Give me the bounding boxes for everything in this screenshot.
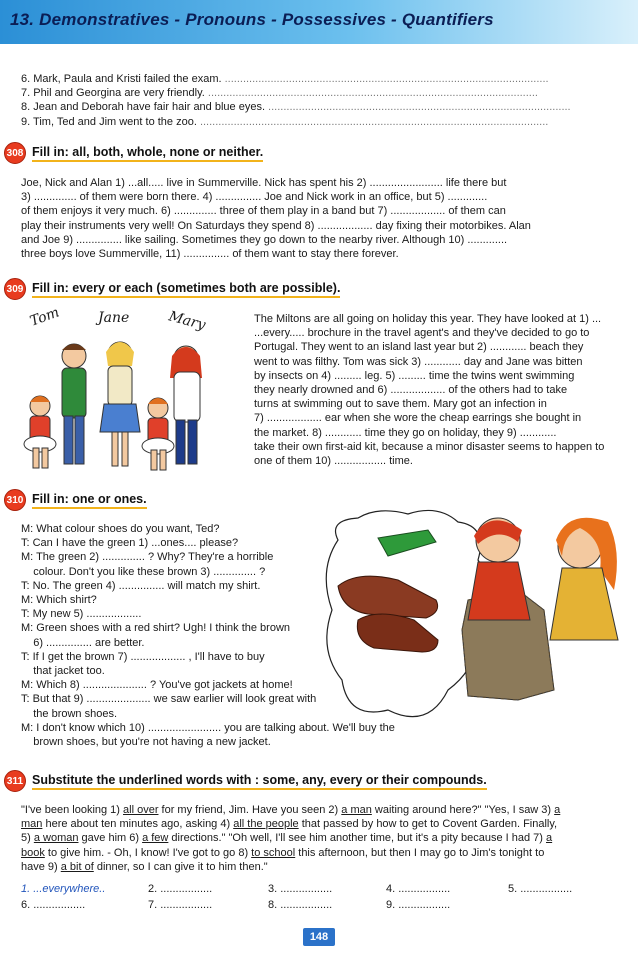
exercise-title: Fill in: all, both, whole, none or neither. (32, 145, 263, 162)
text-line: Joe, Nick and Alan 1) ...all..... live in Summerville. Nick has spent his 2) ........................ life there but (21, 177, 507, 189)
dialogue-line: M: Green shoes with a red shirt? Ugh! I think the brown (21, 622, 291, 635)
exercise-310-header (4, 489, 147, 511)
dialogue-line: T: No. The green 4) ............... will match my shirt. (21, 579, 261, 592)
answer-blank: 7. ................. (148, 899, 213, 912)
exercise-title: Substitute the underlined words with : some, any, every or their compounds. (32, 773, 487, 790)
text-line: they nearly drowned and 6) .................. of the others had to take (254, 384, 568, 397)
sentence-line: 9. Tim, Ted and Jim went to the zoo. .................................................................................................................. (21, 115, 549, 128)
page-header (0, 0, 638, 44)
text-line: one of them 10) ................. time. (254, 455, 413, 468)
answer-blank: 1. ...everywhere.. (21, 883, 106, 895)
dialogue-line: 6) ............... are better. (21, 636, 145, 649)
exercise-number-badge: 308 (4, 142, 26, 164)
dialogue-line: T: But that 9) ..................... we saw earlier will look great with (21, 693, 317, 706)
text-line: 3) .............. of them were born there. 4) ............... Joe and Nick work in an office, but 5) ............. (21, 191, 488, 204)
top-sentences (21, 72, 611, 129)
dialogue-line: the brown shoes. (21, 707, 117, 720)
answer-blank: 9. ................. (386, 899, 451, 912)
exercise-311-header (4, 770, 487, 792)
dialogue-line: T: If I get the brown 7) .................. , I'll have to buy (21, 650, 265, 663)
exercise-308-text (21, 176, 611, 261)
text-line: The Miltons are all going on holiday this year. They have looked at 1) ... (254, 313, 602, 325)
dialogue-line: M: The green 2) .............. ? Why? They're a horrible (21, 551, 274, 564)
exercise-311-text (21, 803, 621, 874)
exercise-309-header (4, 278, 340, 300)
exercise-title: Fill in: every or each (sometimes both are possible). (32, 281, 340, 298)
page-title: 13. Demonstratives - Pronouns - Possessives - Quantifiers (10, 10, 494, 29)
text-line: play their instruments very well! On Saturdays they spend 8) .................. day fixing their motorbikes. Alan (21, 219, 531, 232)
text-line: have 9) a bit of dinner, so I can give it to him then." (21, 860, 268, 873)
text-line: book to give him. - Oh, I know! I've got to go 8) to school this afternoon, but then I may go to Jim's tonight to (21, 846, 545, 859)
exercise-number-badge: 310 (4, 489, 26, 511)
dialogue-line: T: My new 5) .................. (21, 608, 142, 621)
dialogue-line: that jacket too. (21, 665, 105, 678)
text-line: by insects on 4) ......... leg. 5) ......... time the twins went swimming (254, 369, 575, 382)
dialogue-line: M: Which 8) ..................... ? You've got jackets at home! (21, 679, 293, 692)
answer-row (21, 882, 621, 896)
text-line: three boys love Summerville, 11) ............... of them want to stay there forever. (21, 248, 399, 261)
dialogue-line: T: Can I have the green 1) ...ones.... please? (21, 537, 239, 550)
text-line: turns at swimming out to save them. Mary got an infection in (254, 398, 547, 411)
text-line: the market. 8) ............ time they go on holiday, they 9) ............ (254, 426, 557, 439)
answer-blank: 6. ................. (21, 899, 86, 912)
dialogue-line: M: I don't know which 10) ........................ you are talking about. We'll buy the (21, 721, 395, 734)
dialogue-line: brown shoes, but you're not having a new jacket. (21, 736, 271, 749)
text-line: "I've been looking 1) all over for my friend, Jim. Have you seen 2) a man waiting around here?" "Yes, I saw 3) a (21, 804, 561, 816)
dialogue-line: M: Which shirt? (21, 594, 97, 607)
answer-blank: 3. ................. (268, 883, 333, 895)
text-line: went to was filthy. Tom was sick 3) ............ day and Jane was bitten (254, 355, 583, 368)
exercise-title: Fill in: one or ones. (32, 492, 147, 509)
text-line: Portugal. They went to an island last year but 2) ............ beach they (254, 341, 584, 354)
sentence-line: 6. Mark, Paula and Kristi failed the exam. .......................................................................................................... (21, 73, 549, 85)
dialogue-line: M: What colour shoes do you want, Ted? (21, 523, 220, 535)
exercise-309-text (254, 312, 624, 468)
answer-row (21, 898, 621, 912)
text-line: 7) .................. ear when she wore the cheap earrings she bought in (254, 412, 582, 425)
text-line: of them enjoys it very much. 6) .............. three of them play in a band but 7) .................. of them can (21, 205, 506, 218)
text-line: 5) a woman gave him 6) a few directions." "Oh well, I'll see him another time, but it's a pity because I had 7) a (21, 832, 553, 845)
exercise-311-answers (21, 882, 621, 912)
dialogue-line: colour. Don't you like these brown 3) .............. ? (21, 565, 266, 578)
answer-blank: 5. ................. (508, 883, 573, 895)
answer-blank: 8. ................. (268, 899, 333, 912)
exercise-308-header (4, 142, 263, 164)
text-line: and Joe 9) ............... like sailing. Sometimes they go down to the nearby river. Although 10) ............. (21, 233, 508, 246)
sentence-line: 7. Phil and Georgina are very friendly. ............................................................................................................ (21, 87, 538, 100)
page-number: 148 (303, 928, 335, 946)
text-line: ...every..... brochure in the travel agent's and they've decided to go to (254, 327, 590, 340)
label-tom: Tom (27, 304, 62, 330)
exercise-number-badge: 309 (4, 278, 26, 300)
label-mary: Mary (166, 308, 208, 334)
text-line: man here about ten minutes ago, asking 4) all the people that passed by how to get to Covent Garden. Finally, (21, 818, 558, 831)
exercise-number-badge: 311 (4, 770, 26, 792)
label-jane: Jane (98, 310, 130, 326)
shopping-illustration (318, 500, 623, 740)
sentence-line: 8. Jean and Deborah have fair hair and blue eyes. ................................................................................................... (21, 101, 571, 114)
answer-blank: 2. ................. (148, 883, 213, 895)
text-line: take their own first-aid kit, because a minor disaster seems to happen to (254, 440, 605, 453)
family-illustration (18, 304, 243, 484)
answer-blank: 4. ................. (386, 883, 451, 895)
